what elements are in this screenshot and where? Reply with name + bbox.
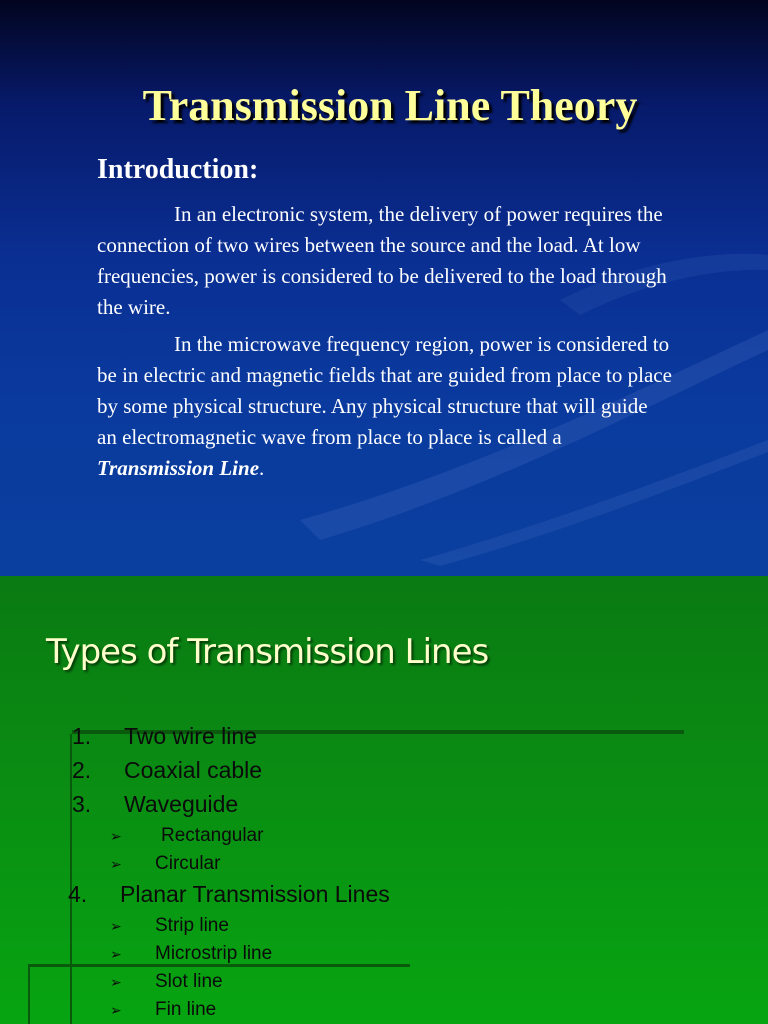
sub-list-item <box>72 851 390 879</box>
sub-list-item <box>72 823 390 851</box>
arrow-bullet-icon: ➢ <box>110 828 122 844</box>
item-number: 3. <box>72 791 92 817</box>
item-number: 4. <box>68 881 88 907</box>
list-item <box>72 721 390 755</box>
sub-list-item <box>72 941 390 969</box>
item-number: 2. <box>72 757 92 783</box>
transmission-line-term: Transmission Line <box>97 456 260 480</box>
arrow-bullet-icon: ➢ <box>110 918 122 934</box>
slide-types <box>0 576 768 1024</box>
sub-item-label: Strip line <box>155 915 229 936</box>
arrow-bullet-icon: ➢ <box>110 1002 122 1018</box>
paragraph-power-delivery: In an electronic system, the delivery of power requires the connection of two wires between the source and the load. At low frequencies, power is considered to be delivered to the load through the wire. <box>97 202 667 319</box>
slide-title: Transmission Line Theory <box>142 81 638 130</box>
item-label: Two wire line <box>124 723 257 749</box>
decorative-line <box>28 966 30 1024</box>
body-text <box>97 199 672 490</box>
sub-list-item <box>72 997 390 1024</box>
slide-title: Types of Transmission Lines <box>46 632 489 672</box>
sub-item-label: Fin line <box>155 999 217 1020</box>
sub-item-label: Rectangular <box>161 825 264 846</box>
paragraph-microwave <box>97 329 672 484</box>
item-label: Waveguide <box>124 791 239 817</box>
paragraph-microwave-end: . <box>259 456 265 480</box>
paragraph-microwave-text: In the microwave frequency region, power is considered to be in electric and magnetic fields that are guided from place to place by some physical structure. Any physical structure that will guide an electromagnetic wave from place to place is called a <box>97 332 672 449</box>
list-item <box>68 879 390 913</box>
sub-list-item <box>72 969 390 997</box>
arrow-bullet-icon: ➢ <box>110 974 122 990</box>
list-item <box>72 789 390 823</box>
list-item <box>72 755 390 789</box>
item-label: Planar Transmission Lines <box>120 881 390 907</box>
item-label: Coaxial cable <box>124 757 263 783</box>
arrow-bullet-icon: ➢ <box>110 946 122 962</box>
arrow-bullet-icon: ➢ <box>110 856 122 872</box>
sub-item-label: Circular <box>155 853 221 874</box>
sub-list-item <box>72 913 390 941</box>
item-number: 1. <box>72 723 92 749</box>
sub-item-label: Slot line <box>155 971 223 992</box>
section-heading: Introduction: <box>97 154 259 185</box>
transmission-line-types-list <box>68 721 390 1024</box>
sub-item-label: Microstrip line <box>155 943 273 964</box>
